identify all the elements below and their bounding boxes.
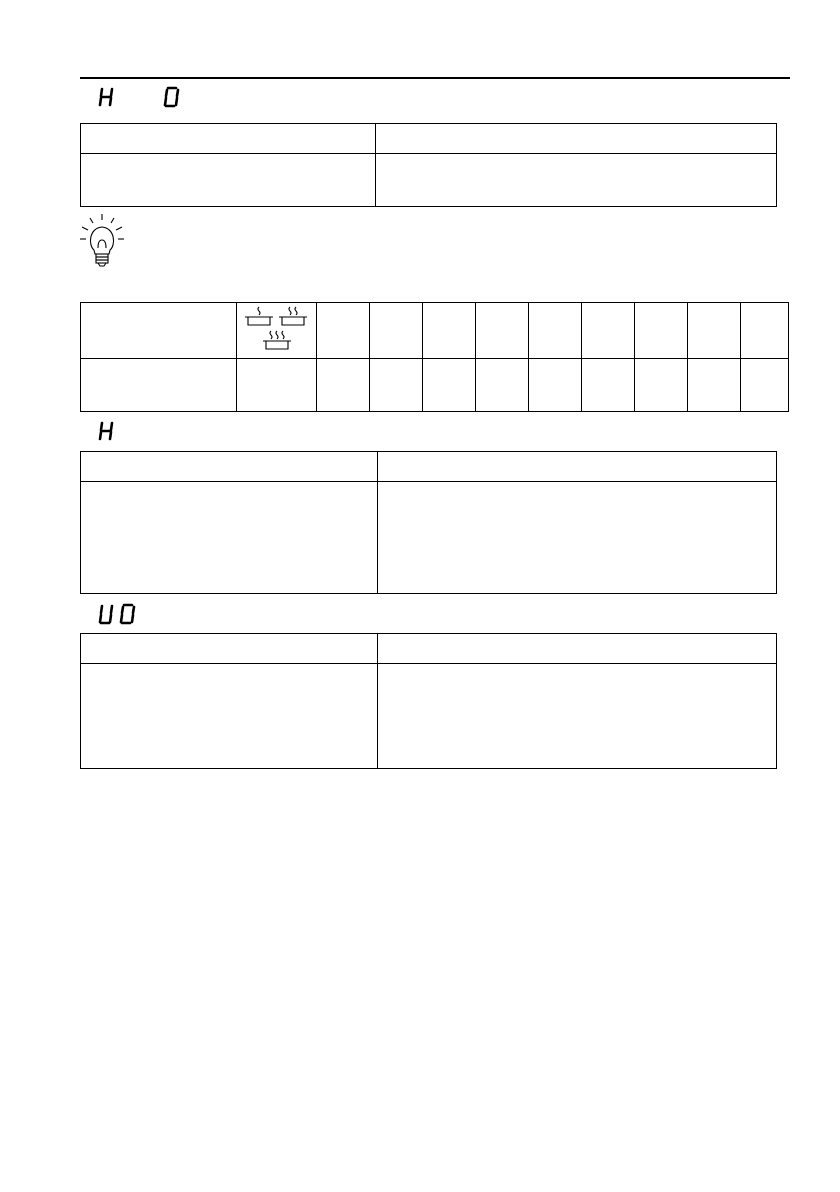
power-col-3: [423, 303, 476, 359]
table-h-0: [80, 123, 777, 207]
table-h-0-cell-cause: [81, 154, 376, 207]
power-level-table: [80, 302, 789, 412]
power-col-8: [688, 303, 741, 359]
power-col-1: [317, 303, 370, 359]
table-u0-header-cause: [81, 634, 378, 664]
table-h-header-remedy: [378, 452, 777, 482]
power-val-4: [476, 359, 529, 412]
power-val-9: [741, 359, 789, 412]
power-col-2: [370, 303, 423, 359]
pot-icons-cell: [237, 303, 317, 359]
power-val-5: [529, 359, 582, 412]
power-col-7: [635, 303, 688, 359]
power-table-label-bottom: [81, 359, 237, 412]
power-val-3: [423, 359, 476, 412]
power-val-1: [317, 359, 370, 412]
pot-high-steam-icon: [263, 331, 291, 349]
power-table-label-top: [81, 303, 237, 359]
pot-steam-icons: [241, 303, 313, 353]
table-u0-header-remedy: [378, 634, 777, 664]
segment-h-glyph: [100, 423, 112, 439]
header-rule: [80, 77, 790, 79]
table-u0-cell-remedy: [378, 664, 777, 769]
table-h: [80, 451, 777, 594]
table-h-0-header-remedy: [376, 124, 777, 154]
power-col-6: [582, 303, 635, 359]
power-val-8: [688, 359, 741, 412]
display-u0: [98, 603, 142, 625]
segment-h-glyph: [100, 89, 112, 105]
pot-medium-steam-icon: [279, 307, 307, 325]
power-col-5: [529, 303, 582, 359]
power-val-6: [582, 359, 635, 412]
segment-0-glyph: [121, 605, 134, 623]
power-col-9: [741, 303, 789, 359]
power-val-7: [635, 359, 688, 412]
segment-0-glyph: [165, 88, 178, 106]
segment-u-glyph: [100, 606, 112, 623]
display-h: [98, 420, 122, 442]
pot-low-steam-icon: [245, 307, 273, 325]
display-h-0: [98, 86, 188, 108]
table-h-0-header-cause: [81, 124, 376, 154]
table-u0-cell-cause: [81, 664, 378, 769]
table-h-cell-remedy: [378, 482, 777, 594]
table-h-cell-cause: [81, 482, 378, 594]
power-bottom-icons: [237, 359, 317, 412]
table-h-header-cause: [81, 452, 378, 482]
table-u0: [80, 633, 777, 769]
power-val-2: [370, 359, 423, 412]
lightbulb-tip-icon: [78, 212, 130, 273]
power-col-4: [476, 303, 529, 359]
table-h-0-cell-remedy: [376, 154, 777, 207]
